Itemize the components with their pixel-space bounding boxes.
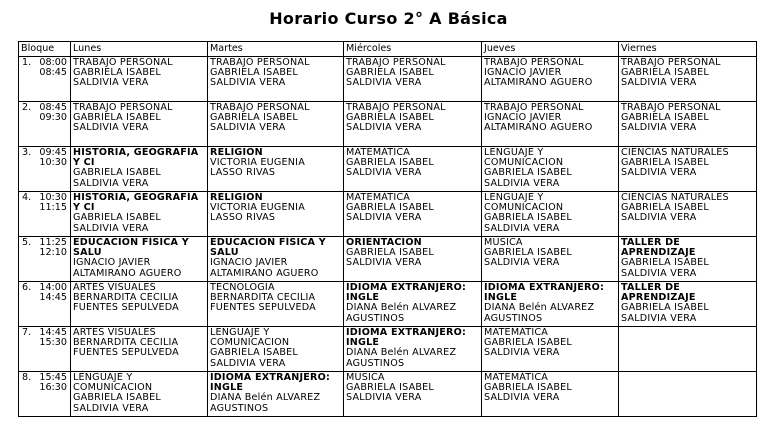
teacher-name: GABRIELA ISABEL SALDIVIA VERA <box>346 247 434 269</box>
subject-name: TRABAJO PERSONAL <box>484 57 584 68</box>
subject-name: TRABAJO PERSONAL <box>73 102 173 113</box>
class-cell-martes <box>208 327 344 372</box>
subject-name: ARTES VISUALES <box>73 282 156 293</box>
teacher-name: GABRIELA ISABEL SALDIVIA VERA <box>210 67 298 89</box>
subject-name: IDIOMA EXTRANJERO: INGLE <box>210 372 331 394</box>
teacher-name: DIANA Belén ALVAREZ AGUSTINOS <box>346 347 457 369</box>
table-row <box>19 102 757 147</box>
class-cell-viernes <box>619 327 757 372</box>
class-cell-miercoles <box>344 102 482 147</box>
bloque-end-time: 16:30 <box>39 382 67 393</box>
class-cell-jueves <box>482 147 619 192</box>
table-row <box>19 147 757 192</box>
bloque-number: 4. <box>22 192 32 203</box>
bloque-number: 6. <box>22 282 32 293</box>
teacher-name: GABRIELA ISABEL SALDIVIA VERA <box>621 302 709 324</box>
table-row <box>19 57 757 102</box>
class-cell-viernes <box>619 282 757 327</box>
teacher-name: BERNARDITA CECILIA FUENTES SEPULVEDA <box>73 292 179 314</box>
bloque-cell <box>19 192 71 237</box>
teacher-name: IGNACIO JAVIER ALTAMIRANO AGUERO <box>210 257 319 279</box>
class-cell-lunes <box>71 57 208 102</box>
class-cell-viernes <box>619 102 757 147</box>
subject-name: MÚSICA <box>484 237 523 248</box>
header-bloque: Bloque <box>19 42 71 57</box>
class-cell-martes <box>208 57 344 102</box>
subject-name: TRABAJO PERSONAL <box>346 57 446 68</box>
table-row <box>19 282 757 327</box>
subject-name: TRABAJO PERSONAL <box>621 102 721 113</box>
subject-name: TRABAJO PERSONAL <box>484 102 584 113</box>
subject-name: TALLER DE APRENDIZAJE <box>621 282 696 304</box>
schedule-body <box>19 57 757 417</box>
class-cell-jueves <box>482 282 619 327</box>
class-cell-viernes <box>619 147 757 192</box>
class-cell-miercoles <box>344 372 482 417</box>
subject-name: CIENCIAS NATURALES <box>621 192 729 203</box>
subject-name: MATEMÁTICA <box>346 147 411 158</box>
class-cell-lunes <box>71 147 208 192</box>
bloque-end-time: 09:30 <box>39 112 67 123</box>
bloque-number: 1. <box>22 57 32 68</box>
class-cell-miercoles <box>344 147 482 192</box>
class-cell-lunes <box>71 327 208 372</box>
subject-name: LENGUAJE Y COMUNICACION <box>73 372 153 394</box>
header-lunes: Lunes <box>71 42 208 57</box>
table-row <box>19 372 757 417</box>
class-cell-jueves <box>482 327 619 372</box>
bloque-cell <box>19 102 71 147</box>
header-miercoles: Miércoles <box>344 42 482 57</box>
class-cell-martes <box>208 147 344 192</box>
subject-name: RELIGIÓN <box>210 147 263 158</box>
class-cell-jueves <box>482 372 619 417</box>
class-cell-jueves <box>482 57 619 102</box>
subject-name: LENGUAJE Y COMUNICACION <box>484 147 564 169</box>
bloque-start-time: 14:45 <box>39 327 67 338</box>
bloque-number: 7. <box>22 327 32 338</box>
teacher-name: GABRIELA ISABEL SALDIVIA VERA <box>484 247 572 269</box>
class-cell-miercoles <box>344 57 482 102</box>
subject-name: ARTES VISUALES <box>73 327 156 338</box>
bloque-number: 5. <box>22 237 32 248</box>
bloque-end-time: 15:30 <box>39 337 67 348</box>
bloque-start-time: 14:00 <box>39 282 67 293</box>
teacher-name: GABRIELA ISABEL SALDIVIA VERA <box>621 202 709 224</box>
class-cell-martes <box>208 282 344 327</box>
bloque-end-time: 08:45 <box>39 67 67 78</box>
teacher-name: GABRIELA ISABEL SALDIVIA VERA <box>73 392 161 414</box>
bloque-end-time: 14:45 <box>39 292 67 303</box>
header-viernes: Viernes <box>619 42 757 57</box>
teacher-name: GABRIELA ISABEL SALDIVIA VERA <box>73 212 161 234</box>
class-cell-viernes <box>619 57 757 102</box>
teacher-name: GABRIELA ISABEL SALDIVIA VERA <box>346 157 434 179</box>
subject-name: MÚSICA <box>346 372 385 383</box>
class-cell-miercoles <box>344 237 482 282</box>
teacher-name: GABRIELA ISABEL SALDIVIA VERA <box>346 112 434 134</box>
bloque-number: 3. <box>22 147 32 158</box>
subject-name: LENGUAJE Y COMUNICACION <box>210 327 290 349</box>
teacher-name: GABRIELA ISABEL SALDIVIA VERA <box>484 337 572 359</box>
class-cell-viernes <box>619 372 757 417</box>
class-cell-jueves <box>482 192 619 237</box>
teacher-name: IGNACIO JAVIER ALTAMIRANO AGUERO <box>484 67 593 89</box>
teacher-name: GABRIELA ISABEL SALDIVIA VERA <box>210 347 298 369</box>
bloque-cell <box>19 327 71 372</box>
subject-name: CIENCIAS NATURALES <box>621 147 729 158</box>
teacher-name: GABRIELA ISABEL SALDIVIA VERA <box>484 167 572 189</box>
class-cell-miercoles <box>344 327 482 372</box>
subject-name: ORIENTACIÓN <box>346 237 422 248</box>
header-martes: Martes <box>208 42 344 57</box>
class-cell-lunes <box>71 102 208 147</box>
subject-name: IDIOMA EXTRANJERO: INGLE <box>346 327 467 349</box>
class-cell-viernes <box>619 237 757 282</box>
teacher-name: GABRIELA ISABEL SALDIVIA VERA <box>346 382 434 404</box>
subject-name: IDIOMA EXTRANJERO: INGLE <box>484 282 605 304</box>
bloque-start-time: 09:45 <box>39 147 67 158</box>
bloque-cell <box>19 237 71 282</box>
subject-name: TRABAJO PERSONAL <box>346 102 446 113</box>
teacher-name: VICTORIA EUGENIA LASSO RIVAS <box>210 202 305 224</box>
subject-name: EDUCACIÓN FÍSICA Y SALU <box>210 237 326 259</box>
class-cell-lunes <box>71 192 208 237</box>
subject-name: HISTORIA, GEOGRAFÍA Y CI <box>73 192 199 214</box>
bloque-start-time: 10:30 <box>39 192 67 203</box>
teacher-name: DIANA Belén ALVAREZ AGUSTINOS <box>484 302 595 324</box>
bloque-start-time: 15:45 <box>39 372 67 383</box>
teacher-name: GABRIELA ISABEL SALDIVIA VERA <box>210 112 298 134</box>
teacher-name: GABRIELA ISABEL SALDIVIA VERA <box>73 112 161 134</box>
teacher-name: BERNARDITA CECILIA FUENTES SEPULVEDA <box>210 292 316 314</box>
teacher-name: GABRIELA ISABEL SALDIVIA VERA <box>484 382 572 404</box>
subject-name: HISTORIA, GEOGRAFÍA Y CI <box>73 147 199 169</box>
class-cell-martes <box>208 102 344 147</box>
teacher-name: IGNACIO JAVIER ALTAMIRANO AGUERO <box>484 112 593 134</box>
teacher-name: BERNARDITA CECILIA FUENTES SEPULVEDA <box>73 337 179 359</box>
class-cell-miercoles <box>344 192 482 237</box>
teacher-name: GABRIELA ISABEL SALDIVIA VERA <box>484 212 572 234</box>
teacher-name: IGNACIO JAVIER ALTAMIRANO AGUERO <box>73 257 182 279</box>
bloque-end-time: 12:10 <box>39 247 67 258</box>
header-row <box>19 42 757 57</box>
teacher-name: GABRIELA ISABEL SALDIVIA VERA <box>621 157 709 179</box>
schedule-table <box>18 41 757 417</box>
class-cell-lunes <box>71 372 208 417</box>
class-cell-martes <box>208 192 344 237</box>
teacher-name: GABRIELA ISABEL SALDIVIA VERA <box>346 202 434 224</box>
class-cell-martes <box>208 237 344 282</box>
class-cell-miercoles <box>344 282 482 327</box>
teacher-name: DIANA Belén ALVAREZ AGUSTINOS <box>346 302 457 324</box>
subject-name: TRABAJO PERSONAL <box>210 102 310 113</box>
bloque-end-time: 11:15 <box>39 202 67 213</box>
subject-name: TRABAJO PERSONAL <box>73 57 173 68</box>
bloque-cell <box>19 372 71 417</box>
subject-name: MATEMÁTICA <box>346 192 411 203</box>
bloque-start-time: 08:00 <box>39 57 67 68</box>
subject-name: TRABAJO PERSONAL <box>210 57 310 68</box>
class-cell-lunes <box>71 237 208 282</box>
class-cell-martes <box>208 372 344 417</box>
teacher-name: GABRIELA ISABEL SALDIVIA VERA <box>621 67 709 89</box>
subject-name: RELIGIÓN <box>210 192 263 203</box>
teacher-name: DIANA Belén ALVAREZ AGUSTINOS <box>210 392 321 414</box>
teacher-name: VICTORIA EUGENIA LASSO RIVAS <box>210 157 305 179</box>
teacher-name: GABRIELA ISABEL SALDIVIA VERA <box>621 112 709 134</box>
bloque-cell <box>19 147 71 192</box>
bloque-cell <box>19 57 71 102</box>
subject-name: IDIOMA EXTRANJERO: INGLE <box>346 282 467 304</box>
teacher-name: GABRIELA ISABEL SALDIVIA VERA <box>73 167 161 189</box>
header-jueves: Jueves <box>482 42 619 57</box>
teacher-name: GABRIELA ISABEL SALDIVIA VERA <box>346 67 434 89</box>
bloque-cell <box>19 282 71 327</box>
page-title: Horario Curso 2° A Básica <box>269 9 508 28</box>
bloque-start-time: 11:25 <box>39 237 67 248</box>
class-cell-jueves <box>482 102 619 147</box>
subject-name: TALLER DE APRENDIZAJE <box>621 237 696 259</box>
class-cell-lunes <box>71 282 208 327</box>
bloque-start-time: 08:45 <box>39 102 67 113</box>
class-cell-viernes <box>619 192 757 237</box>
teacher-name: GABRIELA ISABEL SALDIVIA VERA <box>621 257 709 279</box>
table-row <box>19 237 757 282</box>
table-row <box>19 327 757 372</box>
subject-name: EDUCACIÓN FÍSICA Y SALU <box>73 237 189 259</box>
class-cell-jueves <box>482 237 619 282</box>
subject-name: TECNOLOGÍA <box>210 282 275 293</box>
teacher-name: GABRIELA ISABEL SALDIVIA VERA <box>73 67 161 89</box>
subject-name: TRABAJO PERSONAL <box>621 57 721 68</box>
subject-name: MATEMÁTICA <box>484 372 549 383</box>
subject-name: MATEMÁTICA <box>484 327 549 338</box>
subject-name: LENGUAJE Y COMUNICACION <box>484 192 564 214</box>
bloque-number: 2. <box>22 102 32 113</box>
table-row <box>19 192 757 237</box>
bloque-number: 8. <box>22 372 32 383</box>
bloque-end-time: 10:30 <box>39 157 67 168</box>
